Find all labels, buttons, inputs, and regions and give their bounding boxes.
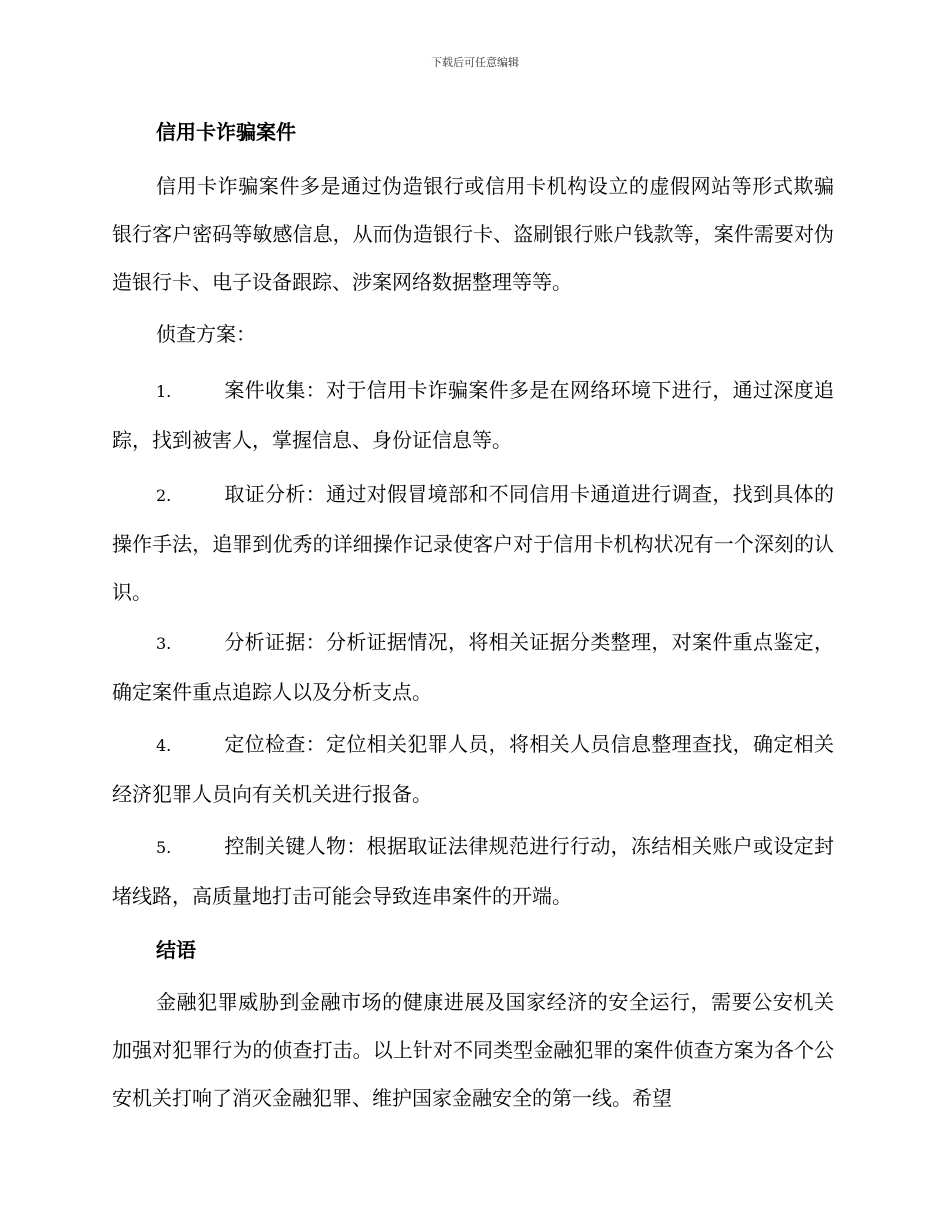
list-item-number: 1.	[156, 382, 172, 401]
section-title-conclusion: 结语	[156, 938, 196, 962]
intro-paragraph: 信用卡诈骗案件多是通过伪造银行或信用卡机构设立的虚假网站等形式欺骗银行客户密码等敏感信息，从而伪造银行卡、盗刷银行账户钱款等，案件需要对伪造银行卡、电子设备跟踪、涉案网络数据整理等等。	[112, 174, 834, 294]
plan-label: 侦查方案：	[156, 322, 256, 346]
list-item-number: 3.	[156, 634, 172, 653]
section-title-credit-card-fraud: 信用卡诈骗案件	[156, 120, 296, 144]
list-item	[112, 366, 834, 464]
list-item-number: 2.	[156, 486, 172, 505]
list-item	[112, 618, 834, 716]
list-item	[112, 720, 834, 818]
list-item-number: 4.	[156, 736, 172, 755]
list-item-text: 控制关键人物：根据取证法律规范进行行动，冻结相关账户或设定封堵线路，高质量地打击可能会导致连串案件的开端。	[112, 834, 834, 908]
list-item-number: 5.	[156, 838, 172, 857]
page-watermark: 下载后可任意编辑	[431, 56, 519, 69]
list-item-text: 取证分析：通过对假冒境部和不同信用卡通道进行调查，找到具体的操作手法，追罪到优秀的详细操作记录使客户对于信用卡机构状况有一个深刻的认识。	[112, 482, 834, 604]
list-item	[112, 470, 834, 616]
list-item-text: 案件收集：对于信用卡诈骗案件多是在网络环境下进行，通过深度追踪，找到被害人，掌握信息、身份证信息等。	[112, 378, 834, 452]
conclusion-paragraph: 金融犯罪威胁到金融市场的健康进展及国家经济的安全运行，需要公安机关加强对犯罪行为的侦查打击。以上针对不同类型金融犯罪的案件侦查方案为各个公安机关打响了消灭金融犯罪、维护国家金融安全的第一线。希望	[112, 990, 834, 1110]
list-item-text: 分析证据：分析证据情况，将相关证据分类整理，对案件重点鉴定，确定案件重点追踪人以及分析支点。	[112, 630, 834, 704]
list-item-text: 定位检查：定位相关犯罪人员，将相关人员信息整理查找，确定相关经济犯罪人员向有关机关进行报备。	[112, 732, 834, 806]
list-item	[112, 822, 834, 920]
